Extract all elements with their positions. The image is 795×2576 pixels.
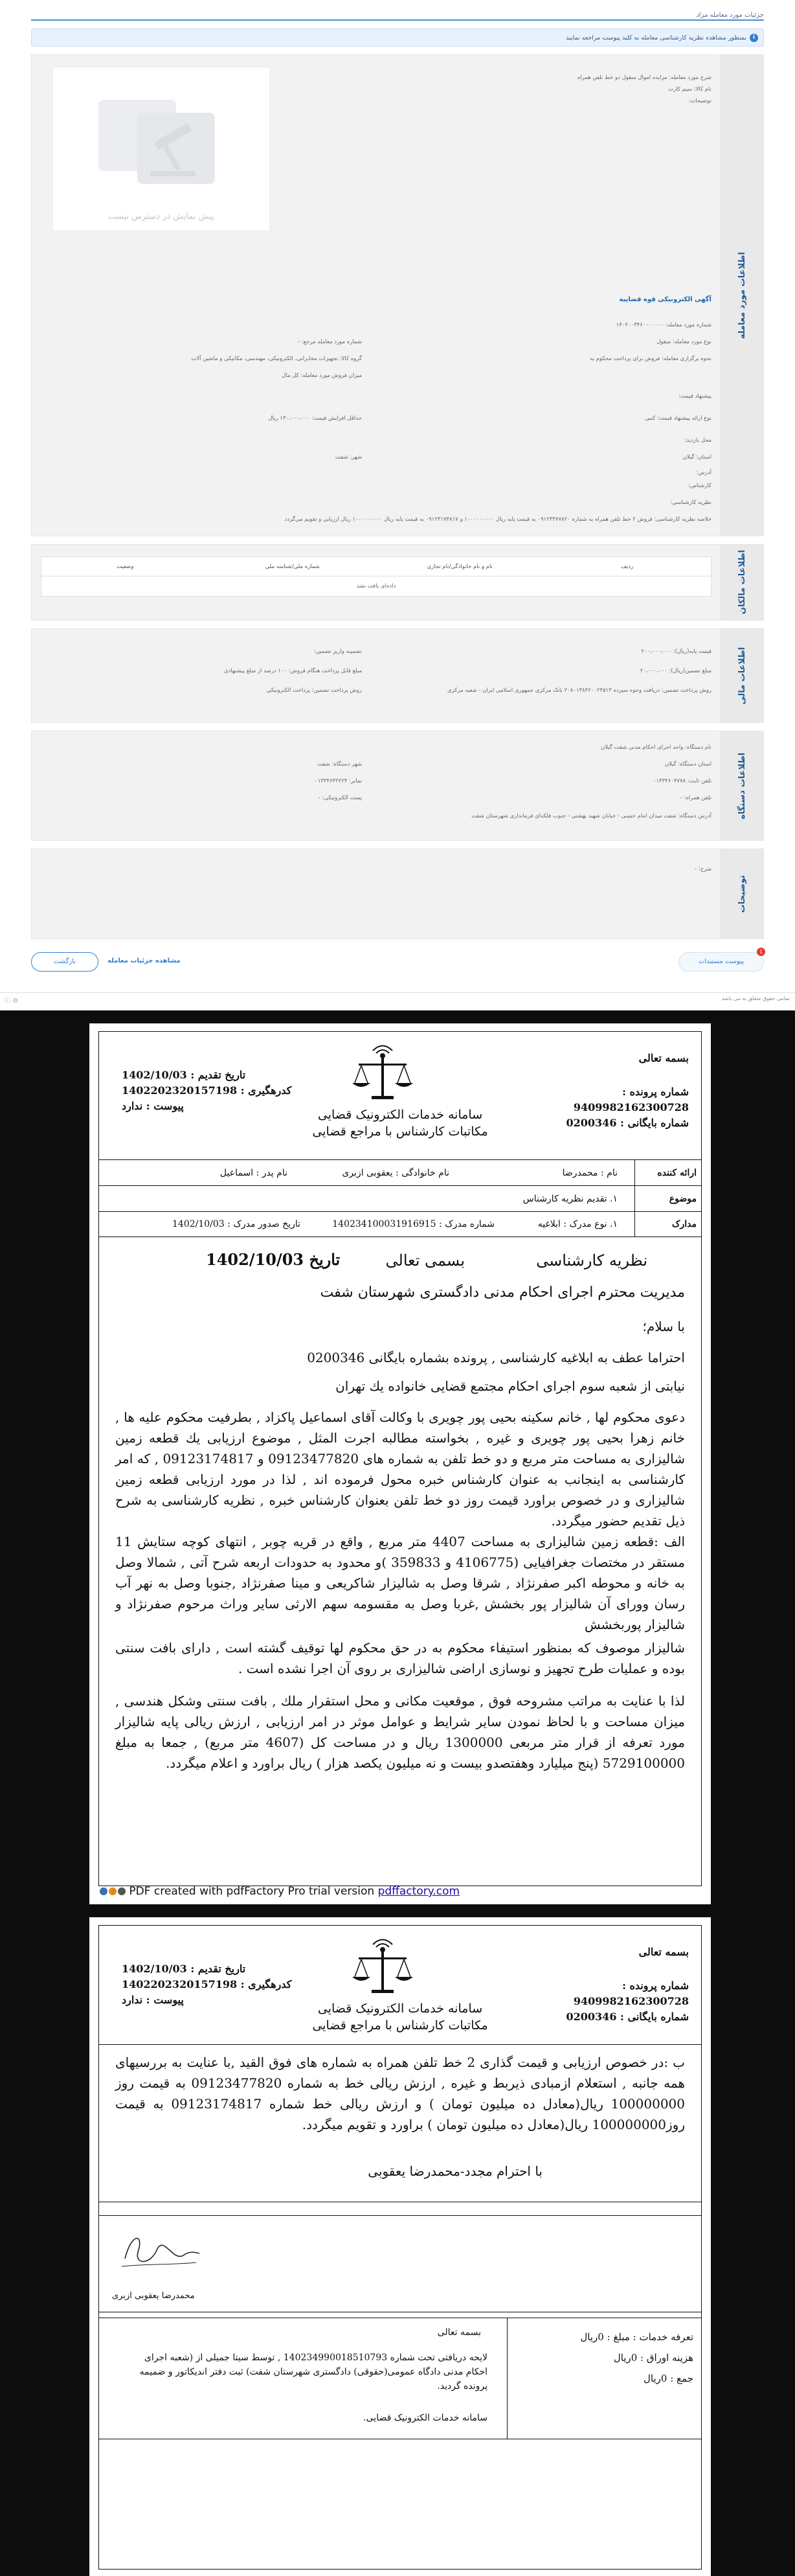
page-title: جزئیات مورد معامله مزاد <box>696 12 764 19</box>
guarantee-amount: مبلغ تضمین(ریال): ۲۰،۰۰۰،۰۰۰ <box>640 668 711 674</box>
agency-name: نام دستگاه: واحد اجرای احکام مدنی شفت گیلان <box>600 744 711 751</box>
meta-subject-label: موضوع <box>634 1186 702 1211</box>
agency-address: آدرس دستگاه: شفت میدان امام خمینی - خیابان شهید بهشتی - جنوب فلکه‌ای فرمانداری شهرستان شفت <box>471 813 711 819</box>
attachments-count-badge: 1 <box>757 948 765 956</box>
item-group: گروه کالا: تجهیزات مخابراتی، الکترونیکی، مهندسی، مکانیکی و ماشین آلات <box>191 356 362 362</box>
pdf-footer-link[interactable]: pdffactory.com <box>377 1885 460 1898</box>
min-increase: حداقل افزایش قیمت: ۱۳۰،۰۰۰،۰۰۰ ریال <box>268 415 362 422</box>
tab-item-info[interactable]: اطلاعات مورد معامله <box>721 55 763 536</box>
paragraph-1: دعوی محکوم لها , خانم سکینه بحیی پور چویری با وکالت آقای اسماعیل پاکزاد , بطرفیت محکوم علیه ها , خانم زهرا بحیی پور چویری و غیره , بخواسته مطالبه اجرت المثل , موضوع ارزیابی یك قطعه زمین شالیزاری به مساحت متر مربع و دو خط تلفن به شماره های 09123477820 و 09123174817 , که امر کارشناسی به اینجانب به عنوان کارشناس خبره محول فرموده اند , لذا در مورد ارزیابی قطعه زمین شالیزاری و در خصوص براورد قیمت روز دو خط تلفن بعنوان کارشناس خبره , نظریه کارشناسی به شرح ذیل تقدیم حضور میگردد. <box>115 1409 686 1529</box>
address: آدرس: <box>696 470 711 476</box>
opinion-date: تاریخ 1402/10/03 <box>206 1250 341 1269</box>
owners-empty: داده‌ای یافت نشد <box>356 583 396 589</box>
tab-owners[interactable]: اطلاعات مالکان <box>721 545 763 620</box>
item-number: شماره مورد معامله: ۱۴۰۲۰۰۳۴۶۰۰۰۰۰۰۰ <box>616 322 711 328</box>
price-offer: پیشنهاد قیمت: <box>678 393 711 400</box>
fees-column <box>507 2318 701 2439</box>
submitter-last-name: نام خانوادگی : یعقوبی ازبری <box>342 1167 449 1178</box>
subject-value: ۱. تقدیم نظریه کارشناس <box>522 1193 618 1204</box>
col-status: وضعیت <box>117 563 134 570</box>
item-name: نام کالا: سیم کارت <box>668 86 711 93</box>
settings-icon[interactable]: ⚙ ⓘ <box>4 997 19 1005</box>
finance-section <box>31 628 764 723</box>
no-preview-caption: پیش نمایش در دسترس نیست <box>108 212 214 222</box>
signature-box <box>98 2215 702 2312</box>
doc2-submit-date: تاریخ تقدیم : 1402/10/03 <box>122 1963 246 1975</box>
owners-table-header <box>41 557 711 576</box>
doc-system-sub: مکاتبات کارشناس با مراجع قضایی <box>312 1124 488 1139</box>
meta-submitter-label: ارائه کننده <box>634 1160 702 1185</box>
justice-scale-icon <box>347 1038 418 1109</box>
signer-name: محمدرضا یعقوبی ازبری <box>112 2291 195 2301</box>
doc2-bismillah: بسمه تعالی <box>638 1946 689 1958</box>
image-placeholder <box>52 67 270 231</box>
guarantee-method: روش پرداخت تضمین: دریافت وجوه سپرده ۲۰۸۰۱۳۸۴۲۰۰۲۴۵۱۳ بانک مرکزی جمهوری اسلامی ایران - شعبه مرکزی <box>447 687 711 694</box>
back-button[interactable]: بازگشت <box>31 952 98 972</box>
doc-type: ۱. نوع مدرک : ابلاغیه <box>537 1219 618 1229</box>
opinion-bismillah: بسمی تعالی <box>385 1251 465 1270</box>
reference-line: احتراما عطف به ابلاغیه کارشناسی , پرونده بشماره بایگانی 0200346 <box>307 1350 685 1365</box>
col-national-id: شماره ملی/شناسه ملی <box>265 563 320 570</box>
document-page-2 <box>89 1917 711 2576</box>
document-page-1 <box>89 1023 711 1904</box>
paragraph-2: الف :قطعه زمین شالیزاری به مساحت 4407 متر مربع , واقع در قریه چوبر , انتهای کوچه ستایش 11 مستقر در مختصات جغرافیایی (4106775 و 359833 )و محدود به حدودات اربعه شرح آتی , شمالا وصل به خانه و محوطه اکبر صفرنژاد , شرقا وصل به شالیزار شاکریعی و مینا صفرنژاد ,جنوبا وصل به نهر آب رسان وورای آن شالیزار پور بخشش ,غربا وصل به مقسومه سهم الارثی سایر وراث مرحوم صفرنژاد و شالیزار پوربخشش <box>115 1534 686 1632</box>
pdf-logo-icon <box>100 1887 107 1895</box>
executive-section <box>31 731 764 841</box>
doc-number: شماره مدرک : 140234100031916915 <box>332 1219 495 1229</box>
meta-subject <box>98 1185 702 1211</box>
doc2-tracking-code: کدرهگیری : 1402202320157198 <box>122 1978 292 1990</box>
justice-scale-icon <box>347 1932 418 2003</box>
sale-amount: میزان فروش مورد معامله: کل مال <box>282 372 362 379</box>
attachments-label: پیوست مستندات <box>698 958 745 965</box>
reference-line-2: نیابتی از شعبه سوم اجرای احکام مجتمع قضایی خانواده یك تهران <box>335 1378 685 1394</box>
opinion-title: نظریه کارشناسی <box>536 1251 647 1270</box>
meta-submitter <box>98 1159 702 1185</box>
item-type: نوع مورد معامله: منقول <box>656 339 711 345</box>
fee-total: جمع : 0ریال <box>644 2373 693 2384</box>
info-notice <box>31 28 764 47</box>
doc-case-number: 9409982162300728 <box>573 1101 689 1113</box>
doc-bismillah: بسمه تعالی <box>638 1052 689 1064</box>
receipt-text: لایحه دریافتی تحت شماره 140234990018510793 , توسط سیتا جمیلی از (شعبه اجرای احکام مدنی دادگاه عمومی(حقوقی) دادگستری شهرستان شفت) ثبت دفتر اندیکاتور و ضمیمه پرونده گردید. <box>139 2353 487 2391</box>
paragraph-3: شالیزار موصوف که بمنظور استیفاء محکوم به در حق محکوم لها توقیف گشته است , دارای بافت سنتی بوده و عملیات طرح تجهیز و نوسازی اراضی شالیزاری بر روی آن اجرا نشده است . <box>115 1640 685 1676</box>
fees-receipt-box <box>98 2318 702 2439</box>
item-info-section <box>31 54 764 536</box>
col-row: ردیف <box>621 563 634 570</box>
doc-submit-date: تاریخ تقدیم : 1402/10/03 <box>122 1069 246 1081</box>
paragraph-b: ب :در خصوص ارزیابی و قیمت گذاری 2 خط تلفن همراه به شماره های فوق القید ,با عنایت به بررسیهای همه جانبه , استعلام ازمبادی ذیربط و غیره , ارزش ریالی خط به شماره 09123477820 به قیمت روز 100000000 ریال(معادل ده میلیون تومان ) و ارزش ریالی خط شماره 09123174817 به قیمت روز100000000 ریال(معادل ده میلیون تومان ) براورد و تقویم میگردد. <box>115 2055 685 2132</box>
addressee: مدیریت محترم اجرای احکام مدنی دادگستری شهرستان شفت <box>320 1284 685 1301</box>
gavel-image-icon <box>92 87 228 190</box>
ref-item-number: شماره مورد معامله مرجع: - <box>298 339 362 345</box>
base-price: قیمت پایه(ریال): ۲۰۰،۰۰۰،۰۰۰ <box>641 648 711 655</box>
payment-method: روش پرداخت تضمین: پرداخت الکترونیکی <box>266 687 362 694</box>
doc2-system-name: سامانه خدمات الکترونیک قضایی <box>317 2001 483 2016</box>
expert: کارشناس: <box>688 483 711 489</box>
doc2-archive-number: شماره بایگانی : 0200346 <box>566 2011 689 2023</box>
payable-amount: مبلغ قابل پرداخت هنگام فروش: ۱۰۰ درصد از مبلغ پیشنهادی <box>224 668 362 674</box>
agency-province: استان دستگاه: گیلان <box>664 761 711 768</box>
opinion-summary: خلاصه نظریه کارشناسی: فروش ۲ خط تلفن همراه به شماره ۰۹۱۲۳۴۷۷۸۲۰ به قیمت پایه ریال ۱۰۰۰۰۰۰۰۰۰ و ۰۹۱۲۳۱۷۴۸۱۷ به قیمت پایه ریال ۱۰۰۰۰۰۰۰۰۰ ریال ارزیابی و تقویم می‌گردد <box>284 516 711 523</box>
col-name: نام و نام خانوادگی/نام تجاری <box>427 563 493 570</box>
page-header <box>31 12 764 21</box>
deal-details-page <box>0 0 795 1010</box>
e-ad-link[interactable]: آگهی الکترونیکی قوه قضاییه <box>619 296 711 303</box>
action-bar <box>31 949 764 972</box>
item-description: شرح مورد معامله: مزایده اموال منقول دو خط تلفن همراه <box>577 74 711 81</box>
pdf-footer-text: PDF created with pdfFactory Pro trial version <box>129 1885 378 1898</box>
meta-documents <box>98 1211 702 1237</box>
agency-mobile: تلفن همراه: - <box>680 795 711 801</box>
submitter-first-name: نام : محمدرضا <box>562 1167 618 1178</box>
notes-description: شرح: - <box>695 866 711 872</box>
receipt-system: سامانه خدمات الکترونیک قضایی. <box>363 2413 487 2423</box>
notice-text: بمنظور مشاهده نظریه کارشناسی معامله به کلید پیوست مراجعه نمایید <box>566 34 746 41</box>
doc-system-name: سامانه خدمات الکترونیک قضایی <box>317 1108 483 1122</box>
attachments-button[interactable] <box>678 949 764 972</box>
receipt-bismillah: بسمه تعالی <box>437 2327 481 2338</box>
item-notes: توضیحات: <box>688 98 711 104</box>
doc-issue-date: تاریخ صدور مدرک : 1402/10/03 <box>172 1219 300 1229</box>
agency-phone: تلفن ثابت: ۰۱۳۳۴۶۰۴۷۷۸ <box>653 778 711 784</box>
tab-finance[interactable]: اطلاعات مالی <box>721 629 763 722</box>
province: استان: گیلان <box>682 454 711 461</box>
doc2-system-sub: مکاتبات کارشناس با مراجع قضایی <box>312 2018 488 2033</box>
meta-documents-label: مدارک <box>634 1212 702 1237</box>
doc2-attachment: پیوست : ندارد <box>122 1994 184 2006</box>
fee-services: تعرفه خدمات : مبلغ : 0ریال <box>580 2331 693 2343</box>
notes-section <box>31 849 764 939</box>
signature-image <box>112 2226 203 2278</box>
footer-text: تمامی حقوق متعلق به می باشد <box>721 996 790 1001</box>
owners-section <box>31 544 764 621</box>
fee-papers: هزینه اوراق : 0ریال <box>613 2352 693 2364</box>
closing-regards: با احترام مجدد-محمدرضا یعقوبی <box>368 2163 543 2179</box>
doc-archive-number: شماره بایگانی : 0200346 <box>566 1117 689 1129</box>
paragraph-4: لذا با عنایت به مراتب مشروحه فوق , موقعیت مکانی و محل استقرار ملك , بافت سنتی وشکل هندسی , میزان مساحت و با لحاظ نمودن سایر شرایط و عوامل موثر در امر ارزیابی , ارزش ریالی پایه شالیزار مورد تعرفه از قرار متر مربعی 1300000 ریال و در مساحت کل (4607 متر مربع) , جمعا به مبلغ 5729100000 (پنج میلیارد وهفتصدو بیست و نه میلیون یکصد هزار ) ریال براورد و اعلام میگردد. <box>115 1693 685 1771</box>
info-icon: i <box>750 34 758 42</box>
agency-fax: نمابر: ۰۱۳۳۴۶۳۲۲۲۴ <box>315 778 362 784</box>
doc2-case-number-label: شماره پرونده : <box>622 1979 689 1992</box>
agency-city: شهر دستگاه: شفت <box>317 761 362 768</box>
owners-table <box>41 556 711 597</box>
pdf-footer-note <box>98 1885 460 1898</box>
greeting: با سلام؛ <box>642 1319 685 1334</box>
doc-case-number-label: شماره پرونده : <box>622 1086 689 1098</box>
doc-attachment: پیوست : ندارد <box>122 1100 184 1112</box>
doc2-case-number: 9409982162300728 <box>573 1995 689 2007</box>
visit-location: محل بازدید: <box>684 437 711 444</box>
tab-notes[interactable]: توضیحات <box>721 849 763 939</box>
guarantee-deposit: تضمینه واریز تضمین: <box>314 648 362 655</box>
city: شهر: شفت <box>335 454 362 461</box>
auction-method: نحوه برگزاری معامله: فروش برای پرداخت محکوم به <box>590 356 711 362</box>
view-details-link[interactable]: مشاهده جزئیات معامله <box>107 957 181 964</box>
doc-tracking-code: کدرهگیری : 1402202320157198 <box>122 1084 292 1097</box>
agency-email: پست الکترونیکی: - <box>318 795 362 801</box>
page-footer <box>0 992 795 1003</box>
offer-type: نوع ارائه پیشنهاد قیمت: کتبی <box>645 415 711 422</box>
expert-opinion: نظریه کارشناسی: <box>670 499 711 506</box>
tab-executive[interactable]: اطلاعات دستگاه <box>721 731 763 840</box>
submitter-father-name: نام پدر : اسماعیل <box>219 1167 287 1178</box>
